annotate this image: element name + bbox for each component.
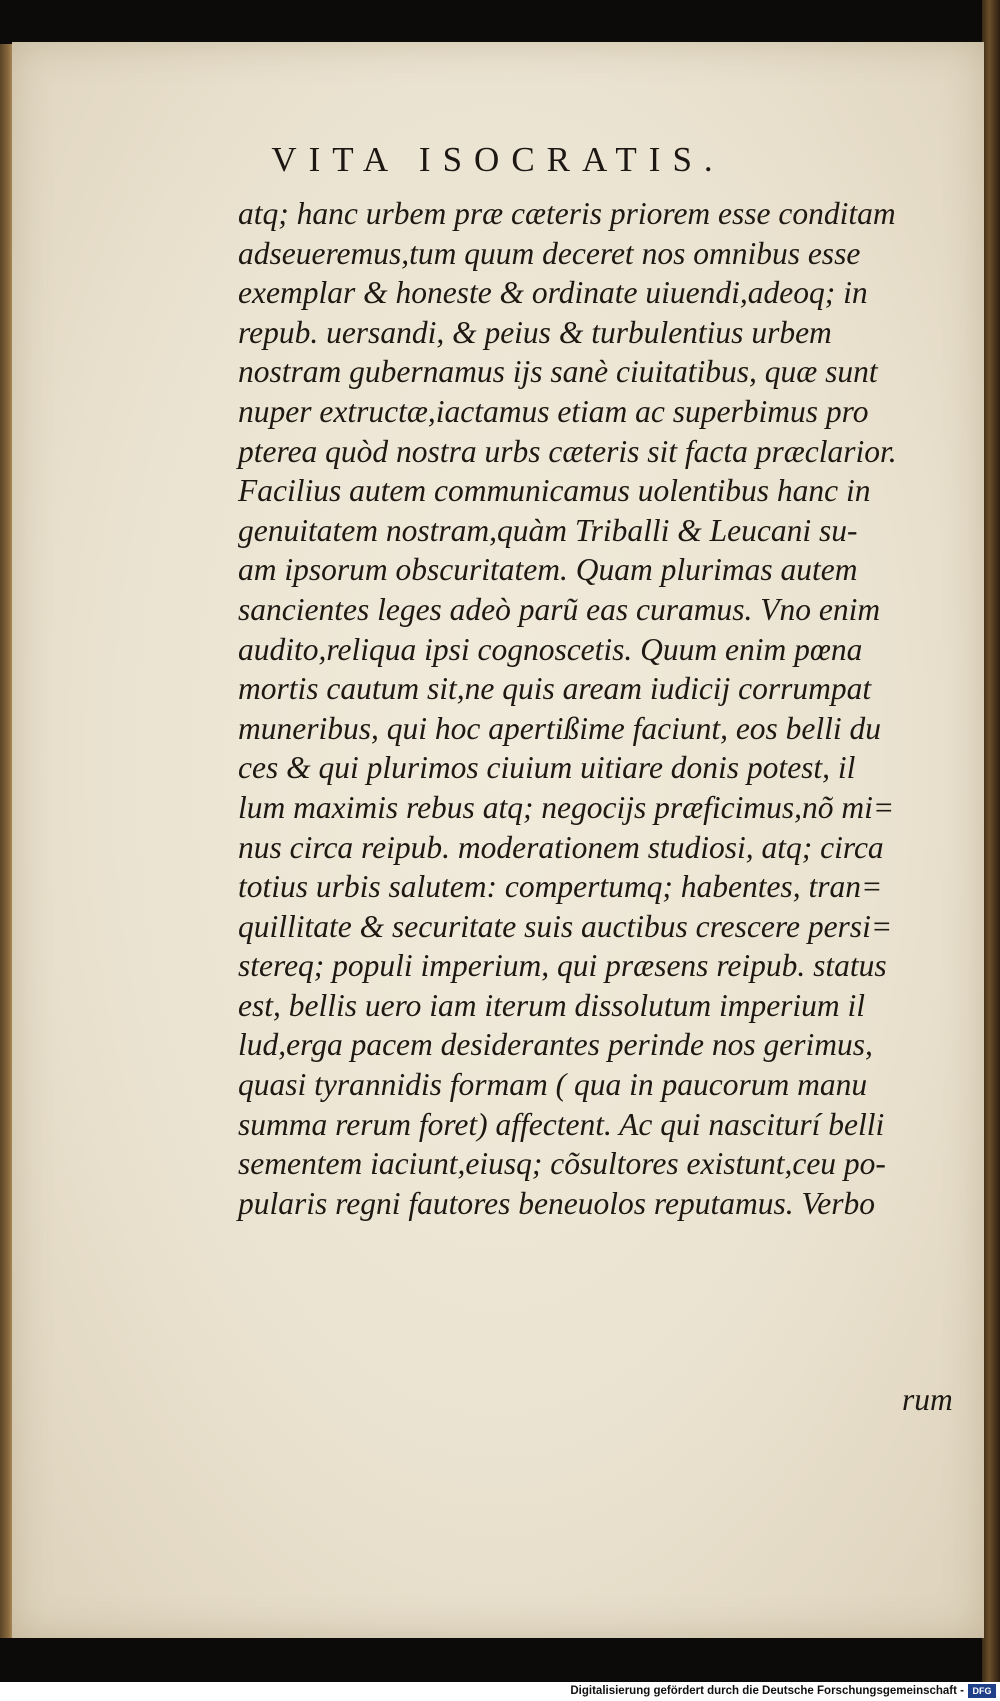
text-line: sancientes leges adeò parũ eas curamus. Vno enim <box>238 591 881 627</box>
body-text <box>238 194 978 1223</box>
text-line: mortis cautum sit,ne quis aream iudicij corrumpat <box>238 671 872 707</box>
text-line: adseueremus,tum quum deceret nos omnibus esse <box>238 235 861 271</box>
text-line: stereq; populi imperium, qui præsens reipub. status <box>238 948 887 984</box>
text-line: nuper extructæ,iactamus etiam ac superbimus pro <box>238 393 869 429</box>
text-line: ces & qui plurimos ciuium uitiare donis potest, il <box>238 750 856 786</box>
catchword: rum <box>902 1382 953 1417</box>
book-page <box>12 42 984 1638</box>
text-line: pterea quòd nostra urbs cæteris sit facta præclarior. <box>238 433 897 469</box>
text-line: repub. uersandi, & peius & turbulentius urbem <box>238 314 832 350</box>
book-edge-right <box>982 0 1000 1701</box>
dfg-logo: DFG <box>968 1684 996 1698</box>
text-line: nostram gubernamus ijs sanè ciuitatibus, quæ sunt <box>238 354 878 390</box>
text-line: genuitatem nostram,quàm Triballi & Leucani su- <box>238 512 858 548</box>
text-line: quillitate & securitate suis auctibus crescere persi= <box>238 908 893 944</box>
text-line: pularis regni fautores beneuolos reputamus. Verbo <box>238 1185 875 1221</box>
text-line: am ipsorum obscuritatem. Quam plurimas autem <box>238 552 858 588</box>
text-line: quasi tyrannidis formam ( qua in paucorum manu <box>238 1067 868 1103</box>
running-title: VITA ISOCRATIS. <box>271 140 725 179</box>
text-line: summa rerum foret) affectent. Ac qui nasciturí belli <box>238 1106 885 1142</box>
text-line: est, bellis uero iam iterum dissolutum imperium il <box>238 987 866 1023</box>
text-line: atq; hanc urbem præ cæteris priorem esse conditam <box>238 196 896 231</box>
text-line: audito,reliqua ipsi cognoscetis. Quum enim pœna <box>238 631 863 667</box>
text-line: muneribus, qui hoc apertißime faciunt, eos belli du <box>238 710 882 746</box>
text-line: sementem iaciunt,eiusq; cõsultores existunt,ceu po- <box>238 1146 886 1182</box>
text-line: exemplar & honeste & ordinate uiuendi,adeoq; in <box>238 275 868 311</box>
text-line: Facilius autem communicamus uolentibus hanc in <box>238 473 871 509</box>
text-line: nus circa reipub. moderationem studiosi, atq; circa <box>238 829 884 865</box>
text-line: lud,erga pacem desiderantes perinde nos gerimus, <box>238 1027 873 1063</box>
funding-credit: Digitalisierung gefördert durch die Deutsche Forschungsgemeinschaft - <box>570 1685 964 1697</box>
text-line: totius urbis salutem: compertumq; habentes, tran= <box>238 869 883 905</box>
text-line: lum maximis rebus atq; negocijs præficimus,nõ mi= <box>238 789 895 825</box>
